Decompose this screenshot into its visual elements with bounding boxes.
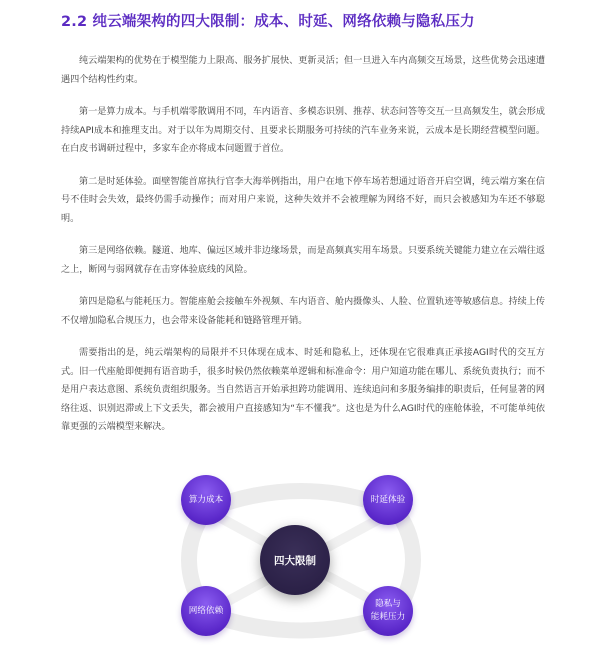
section-heading: 2.2 纯云端架构的四大限制：成本、时延、网络依赖与隐私压力 xyxy=(61,14,475,30)
paragraph-latency: 第二是时延体验。面壁智能首席执行官李大海举例指出，用户在地下停车场若想通过语音开启空调，纯云端方案在信号不佳时会失效，最终仍需手动操作；而对用户来说，这种失效并不会被理解为网络不好，而只会被感知为车还不够聪明。 xyxy=(61,176,545,224)
paragraph-intro: 纯云端架构的优势在于模型能力上限高、服务扩展快、更新灵活；但一旦进入车内高频交互场景，这些优势会迅速遭遇四个结构性约束。 xyxy=(61,56,545,85)
node-compute-cost-label: 算力成本 xyxy=(188,494,224,505)
body-text xyxy=(61,52,545,451)
node-privacy-label-line1: 隐私与 xyxy=(375,599,401,609)
four-limits-diagram xyxy=(172,462,430,655)
node-compute-cost xyxy=(181,475,231,525)
paragraph-network: 第三是网络依赖。隧道、地库、偏远区域并非边缘场景，而是高频真实用车场景。只要系统关键能力建立在云端往返之上，断网与弱网就存在击穿体验底线的风险。 xyxy=(61,246,545,275)
paragraph-conclusion: 需要指出的是，纯云端架构的局限并不只体现在成本、时延和隐私上，还体现在它很难真正承接AGI时代的交互方式。旧一代座舱即便拥有语音助手，很多时候仍然依赖菜单逻辑和标准命令：用户知道功能在哪儿、系统负责执行；而不是用户表达意图、系统负责组织服务。当自然语言开始承担跨功能调用、连续追问和多服务编排的职责后，任何显著的网络往返、识别迟滞或上下文丢失，都会被用户直接感知为“车不懂我”。这也是为什么AGI时代的座舱体验，不可能单纯依靠更强的云端模型来解决。 xyxy=(61,348,545,432)
diagram-center: 四大限制 xyxy=(260,525,330,595)
node-latency xyxy=(363,475,413,525)
node-privacy xyxy=(363,586,413,636)
node-network-label: 网络依赖 xyxy=(188,605,224,616)
node-network xyxy=(181,586,231,636)
node-privacy-label-line2: 能耗压力 xyxy=(370,612,406,622)
node-latency-label: 时延体验 xyxy=(370,494,406,505)
paragraph-compute-cost: 第一是算力成本。与手机端零散调用不同，车内语音、多模态识别、推荐、状态问答等交互一旦高频发生，就会形成持续API成本和推理支出。对于以年为周期交付、且要求长期服务可持续的汽车业务来说，云成本是长期经营模型问题。在白皮书调研过程中，多家车企亦将成本问题置于首位。 xyxy=(61,107,545,154)
paragraph-privacy: 第四是隐私与能耗压力。智能座舱会接触车外视频、车内语音、舱内摄像头、人脸、位置轨迹等敏感信息。持续上传不仅增加隐私合规压力，也会带来设备能耗和链路管理开销。 xyxy=(61,297,545,326)
